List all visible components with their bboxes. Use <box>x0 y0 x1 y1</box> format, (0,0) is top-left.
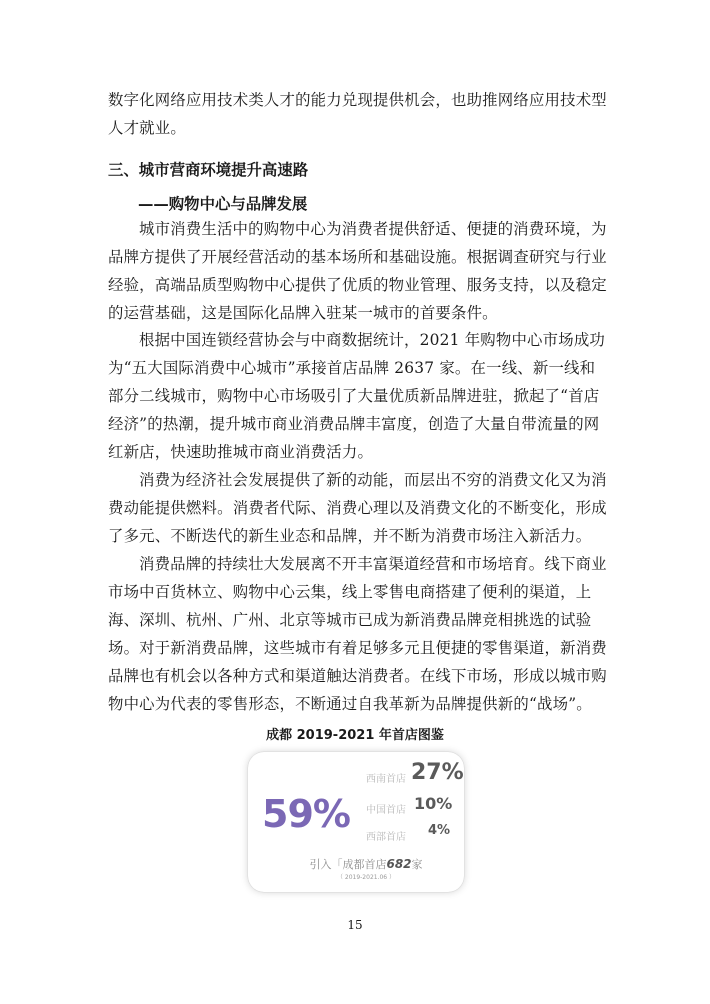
row-value-southwest: 27% <box>411 760 464 785</box>
intro-prefix: 引入「成都首店 <box>309 858 387 871</box>
intro-line <box>296 856 436 872</box>
paragraph-statistics: 根据中国连锁经营协会与中商数据统计，2021 年购物中心市场成功为“五大国际消费中心城市”承接首店品牌 2637 家。在一线、新一线和部分二线城市，购物中心市场吸引了大量优质新品牌进驻，掀起了“首店经济”的热潮，提升城市商业消费品牌丰富度，创造了大量自带流量的网红新店，快速助推城市商业消费活力。 <box>108 331 606 461</box>
intro-suffix: 家 <box>411 858 423 871</box>
row-value-china: 10% <box>414 794 453 813</box>
row-label-china: 中国首店 <box>366 805 406 816</box>
main-percentage: 59% <box>262 792 350 836</box>
paragraph-shopping-center: 城市消费生活中的购物中心为消费者提供舒适、便捷的消费环境，为品牌方提供了开展经营活动的基本场所和基础设施。根据调查研究与行业经验，高端品质型购物中心提供了优质的物业管理、服务支持，以及稳定的运营基础，这是国际化品牌入驻某一城市的首要条件。 <box>108 220 607 322</box>
row-value-west: 4% <box>428 823 451 838</box>
page-number: 15 <box>347 918 363 932</box>
subsection-heading: ——购物中心与品牌发展 <box>138 195 308 213</box>
row-label-southwest: 西南首店 <box>366 774 406 785</box>
paragraph-intro: 数字化网络应用技术类人才的能力兑现提供机会，也助推网络应用技术型人才就业。 <box>108 91 607 137</box>
paragraph-consumption: 消费为经济社会发展提供了新的动能，而层出不穷的消费文化又为消费动能提供燃料。消费者代际、消费心理以及消费文化的不断变化，形成了多元、不断迭代的新生业态和品牌，并不断为消费市场注入新活力。 <box>108 471 607 545</box>
figure-title: 成都 2019-2021 年首店图鉴 <box>266 728 444 743</box>
section-heading: 三、城市营商环境提升高速路 <box>108 161 309 179</box>
intro-count: 682 <box>386 857 412 871</box>
period-label: （ 2019-2021.06 ） <box>336 874 396 881</box>
paragraph-brand-channels: 消费品牌的持续壮大发展离不开丰富渠道经营和市场培育。线下商业市场中百货林立、购物中心云集，线上零售电商搭建了便利的渠道，上海、深圳、杭州、广州、北京等城市已成为新消费品牌竞相挑选的试验场。对于新消费品牌，这些城市有着足够多元且便捷的零售渠道，新消费品牌也有机会以各种方式和渠道触达消费者。在线下市场，形成以城市购物中心为代表的零售形态，不断通过自我革新为品牌提供新的“战场”。 <box>108 555 607 713</box>
row-label-west: 西部首店 <box>366 832 406 843</box>
